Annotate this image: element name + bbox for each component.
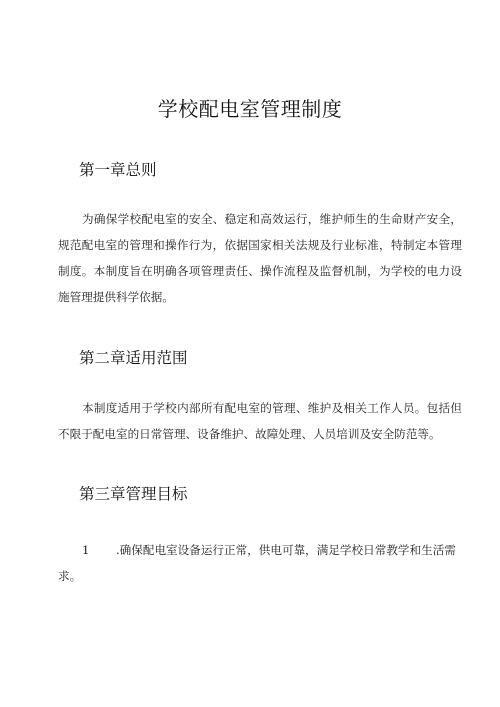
chapter-1-heading: 第一章总则 <box>79 161 157 179</box>
chapter-3-heading: 第三章管理目标 <box>79 485 188 503</box>
chapter-3-list-item <box>58 537 462 589</box>
chapter-2-paragraph: 本制度适用于学校内部所有配电室的管理、维护及相关工作人员。包括但不限于配电室的日常管理、设备维护、故障处理、人员培训及安全防范等。 <box>58 401 462 441</box>
chapter-1-paragraph: 为确保学校配电室的安全、稳定和高效运行，维护师生的生命财产安全，规范配电室的管理和操作行为，依据国家相关法规及行业标准，特制定本管理制度。本制度旨在明确各项管理责任、操作流程及监督机制，为学校的电力设施管理提供科学依据。 <box>58 212 462 304</box>
list-item-text: .确保配电室设备运行正常，供电可靠，满足学校日常教学和生活需求。 <box>58 543 456 583</box>
document-title: 学校配电室管理制度 <box>157 97 343 121</box>
chapter-2-heading: 第二章适用范围 <box>79 349 188 367</box>
list-item-number: 1 <box>82 543 90 557</box>
